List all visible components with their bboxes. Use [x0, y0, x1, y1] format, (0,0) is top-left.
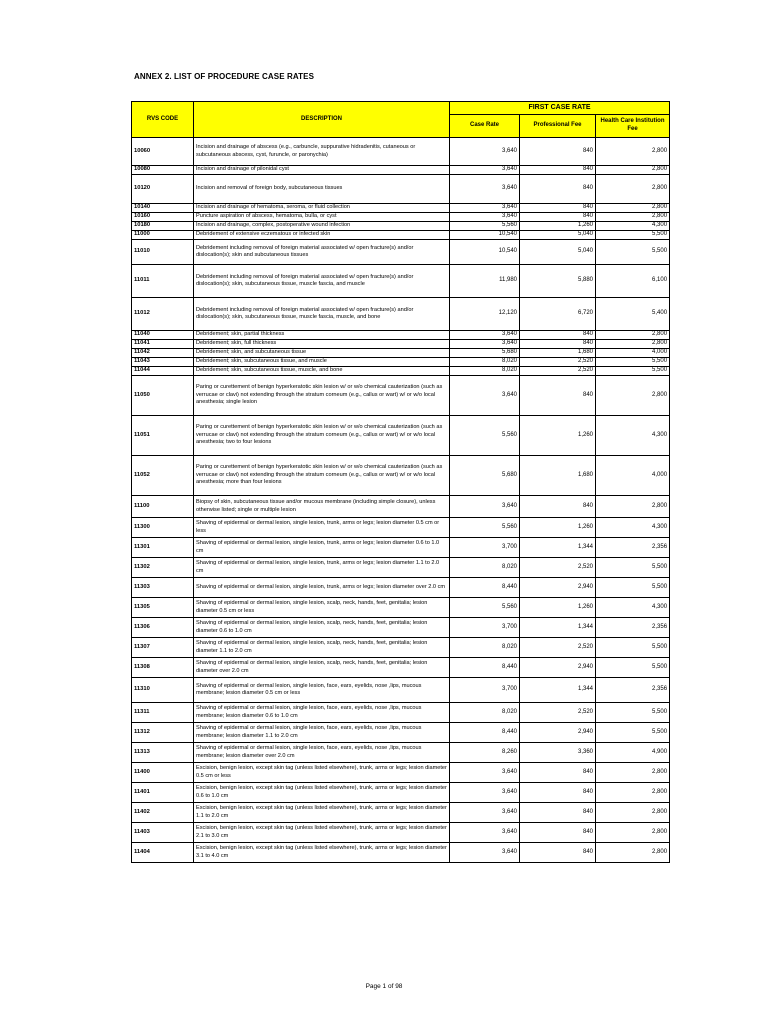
rvs-code-cell: 11040 [132, 331, 194, 340]
professional-fee-cell: 1,260 [520, 222, 596, 231]
case-rate-cell: 5,560 [450, 598, 520, 618]
rvs-code-cell: 11401 [132, 783, 194, 803]
header-description: DESCRIPTION [194, 102, 450, 138]
case-rate-cell: 3,700 [450, 618, 520, 638]
description-cell: Debridement; skin, full thickness [194, 340, 450, 349]
professional-fee-cell: 2,520 [520, 558, 596, 578]
description-cell: Shaving of epidermal or dermal lesion, single lesion, scalp, neck, hands, feet, genitalia; lesion diameter over 2.0 cm [194, 658, 450, 678]
professional-fee-cell: 1,344 [520, 538, 596, 558]
rvs-code-cell: 10140 [132, 204, 194, 213]
professional-fee-cell: 840 [520, 331, 596, 340]
description-cell: Incision and drainage of abscess (e.g., carbuncle, suppurative hidradenitis, cutaneous or subcutaneous abscess, cyst, furuncle, or paronychia) [194, 138, 450, 166]
case-rate-cell: 5,560 [450, 416, 520, 456]
rvs-code-cell: 11100 [132, 496, 194, 518]
professional-fee-cell: 2,520 [520, 358, 596, 367]
description-cell: Puncture aspiration of abscess, hematoma, bulla, or cyst [194, 213, 450, 222]
hci-fee-cell: 4,300 [596, 518, 670, 538]
rvs-code-cell: 11044 [132, 367, 194, 376]
case-rate-cell: 3,640 [450, 496, 520, 518]
description-cell: Paring or curettement of benign hyperkeratotic skin lesion w/ or w/o chemical cauterization (such as verrucae or clavi) not extending through the stratum corneum (e.g., callus or wart) w/ or w/o local anesthesia; two to four lesions [194, 416, 450, 456]
professional-fee-cell: 2,940 [520, 658, 596, 678]
professional-fee-cell: 1,260 [520, 598, 596, 618]
case-rate-cell: 5,560 [450, 222, 520, 231]
description-cell: Biopsy of skin, subcutaneous tissue and/or mucous membrane (including simple closure), unless otherwise listed; single or multiple lesion [194, 496, 450, 518]
case-rate-cell: 3,700 [450, 678, 520, 703]
table-row [132, 803, 670, 823]
professional-fee-cell: 840 [520, 763, 596, 783]
description-cell: Excision, benign lesion, except skin tag (unless listed elsewhere), trunk, arms or legs; lesion diameter 0.6 to 1.0 cm [194, 783, 450, 803]
hci-fee-cell: 2,800 [596, 213, 670, 222]
professional-fee-cell: 840 [520, 783, 596, 803]
table-row [132, 678, 670, 703]
description-cell: Debridement; skin, and subcutaneous tissue [194, 349, 450, 358]
rvs-code-cell: 11306 [132, 618, 194, 638]
table-row [132, 456, 670, 496]
table-row [132, 658, 670, 678]
rvs-code-cell: 11307 [132, 638, 194, 658]
professional-fee-cell: 2,520 [520, 367, 596, 376]
hci-fee-cell: 5,500 [596, 658, 670, 678]
case-rate-cell: 12,120 [450, 298, 520, 331]
description-cell: Debridement of extensive eczematous or infected skin [194, 231, 450, 240]
rvs-code-cell: 10060 [132, 138, 194, 166]
description-cell: Shaving of epidermal or dermal lesion, single lesion, face, ears, eyelids, nose ,lips, mucous membrane; lesion diameter 0.5 cm or less [194, 678, 450, 703]
hci-fee-cell: 5,500 [596, 240, 670, 265]
case-rate-cell: 11,980 [450, 265, 520, 298]
case-rate-cell: 8,440 [450, 658, 520, 678]
rvs-code-cell: 11404 [132, 843, 194, 863]
procedure-case-rates-table [131, 101, 670, 863]
hci-fee-cell: 2,356 [596, 618, 670, 638]
header-first-case-rate: FIRST CASE RATE [450, 102, 670, 115]
header-hci-fee: Health Care Institution Fee [596, 115, 670, 138]
hci-fee-cell: 2,800 [596, 376, 670, 416]
hci-fee-cell: 5,500 [596, 558, 670, 578]
hci-fee-cell: 2,800 [596, 763, 670, 783]
professional-fee-cell: 5,040 [520, 231, 596, 240]
case-rate-cell: 8,020 [450, 558, 520, 578]
description-cell: Incision and drainage of pilonidal cyst [194, 166, 450, 175]
table-row [132, 222, 670, 231]
case-rate-cell: 3,640 [450, 843, 520, 863]
description-cell: Debridement including removal of foreign material associated w/ open fracture(s) and/or dislocation(s); skin, subcutaneous tissue, muscle fascia, muscle, and bone [194, 298, 450, 331]
hci-fee-cell: 5,500 [596, 231, 670, 240]
description-cell: Debridement including removal of foreign material associated w/ open fracture(s) and/or dislocation(s); skin and subcutaneous tissues [194, 240, 450, 265]
hci-fee-cell: 2,800 [596, 823, 670, 843]
table-row [132, 340, 670, 349]
description-cell: Shaving of epidermal or dermal lesion, single lesion, trunk, arms or legs; lesion diameter 1.1 to 2.0 cm [194, 558, 450, 578]
page-number: Page 1 of 98 [365, 983, 403, 990]
table-row [132, 618, 670, 638]
table-row [132, 763, 670, 783]
hci-fee-cell: 5,500 [596, 578, 670, 598]
description-cell: Excision, benign lesion, except skin tag (unless listed elsewhere), trunk, arms or legs; lesion diameter 2.1 to 3.0 cm [194, 823, 450, 843]
hci-fee-cell: 2,356 [596, 538, 670, 558]
description-cell: Shaving of epidermal or dermal lesion, single lesion, trunk, arms or legs; lesion diameter 0.6 to 1.0 cm [194, 538, 450, 558]
hci-fee-cell: 5,400 [596, 298, 670, 331]
table-row [132, 231, 670, 240]
case-rate-cell: 3,640 [450, 331, 520, 340]
table-row [132, 843, 670, 863]
professional-fee-cell: 840 [520, 843, 596, 863]
case-rate-cell: 8,020 [450, 638, 520, 658]
case-rate-cell: 3,640 [450, 175, 520, 204]
case-rate-cell: 3,640 [450, 138, 520, 166]
table-row [132, 265, 670, 298]
professional-fee-cell: 1,680 [520, 456, 596, 496]
rvs-code-cell: 11302 [132, 558, 194, 578]
professional-fee-cell: 5,880 [520, 265, 596, 298]
header-rvs-code: RVS CODE [132, 102, 194, 138]
description-cell: Excision, benign lesion, except skin tag (unless listed elsewhere), trunk, arms or legs; lesion diameter 3.1 to 4.0 cm [194, 843, 450, 863]
table-row [132, 175, 670, 204]
rvs-code-cell: 11052 [132, 456, 194, 496]
table-row [132, 416, 670, 456]
table-row [132, 204, 670, 213]
hci-fee-cell: 5,500 [596, 367, 670, 376]
case-rate-cell: 8,440 [450, 723, 520, 743]
hci-fee-cell: 4,000 [596, 349, 670, 358]
rvs-code-cell: 11402 [132, 803, 194, 823]
case-rate-cell: 8,020 [450, 367, 520, 376]
hci-fee-cell: 2,800 [596, 803, 670, 823]
professional-fee-cell: 2,520 [520, 638, 596, 658]
description-cell: Debridement including removal of foreign material associated w/ open fracture(s) and/or dislocation(s); skin, subcutaneous tissue, muscle fascia, and muscle [194, 265, 450, 298]
table-row [132, 496, 670, 518]
header-case-rate: Case Rate [450, 115, 520, 138]
case-rate-cell: 5,680 [450, 456, 520, 496]
professional-fee-cell: 3,360 [520, 743, 596, 763]
professional-fee-cell: 1,344 [520, 678, 596, 703]
hci-fee-cell: 5,500 [596, 638, 670, 658]
header-professional-fee: Professional Fee [520, 115, 596, 138]
case-rate-cell: 5,560 [450, 518, 520, 538]
hci-fee-cell: 4,300 [596, 222, 670, 231]
table-row [132, 367, 670, 376]
table-row [132, 638, 670, 658]
table-row [132, 723, 670, 743]
professional-fee-cell: 840 [520, 166, 596, 175]
professional-fee-cell: 2,940 [520, 578, 596, 598]
hci-fee-cell: 4,000 [596, 456, 670, 496]
description-cell: Paring or curettement of benign hyperkeratotic skin lesion w/ or w/o chemical cauterization (such as verrucae or clavi) not extending through the stratum corneum (e.g., callus or wart) w/ or w/o local anesthesia; single lesion [194, 376, 450, 416]
rvs-code-cell: 11041 [132, 340, 194, 349]
hci-fee-cell: 2,800 [596, 340, 670, 349]
description-cell: Excision, benign lesion, except skin tag (unless listed elsewhere), trunk, arms or legs; lesion diameter 0.5 cm or less [194, 763, 450, 783]
rvs-code-cell: 11010 [132, 240, 194, 265]
rvs-code-cell: 11400 [132, 763, 194, 783]
case-rate-cell: 3,640 [450, 763, 520, 783]
case-rate-cell: 8,440 [450, 578, 520, 598]
rvs-code-cell: 11301 [132, 538, 194, 558]
description-cell: Shaving of epidermal or dermal lesion, single lesion, trunk, arms or legs; lesion diameter over 2.0 cm [194, 578, 450, 598]
rvs-code-cell: 11311 [132, 703, 194, 723]
table-row [132, 376, 670, 416]
hci-fee-cell: 2,800 [596, 843, 670, 863]
table-row [132, 213, 670, 222]
table-row [132, 349, 670, 358]
hci-fee-cell: 2,800 [596, 783, 670, 803]
description-cell: Shaving of epidermal or dermal lesion, single lesion, face, ears, eyelids, nose ,lips, mucous membrane; lesion diameter over 2.0 cm [194, 743, 450, 763]
case-rate-cell: 10,540 [450, 240, 520, 265]
description-cell: Paring or curettement of benign hyperkeratotic skin lesion w/ or w/o chemical cauterization (such as verrucae or clavi) not extending through the stratum corneum (e.g., callus or wart) w/ or w/o local anesthesia; more than four lesions [194, 456, 450, 496]
professional-fee-cell: 2,520 [520, 703, 596, 723]
rvs-code-cell: 10160 [132, 213, 194, 222]
table-row [132, 823, 670, 843]
table-row [132, 331, 670, 340]
rvs-code-cell: 10180 [132, 222, 194, 231]
rvs-code-cell: 11012 [132, 298, 194, 331]
professional-fee-cell: 840 [520, 213, 596, 222]
rvs-code-cell: 10080 [132, 166, 194, 175]
case-rate-cell: 3,640 [450, 376, 520, 416]
hci-fee-cell: 6,100 [596, 265, 670, 298]
table-row [132, 743, 670, 763]
rvs-code-cell: 11051 [132, 416, 194, 456]
table-row [132, 598, 670, 618]
description-cell: Shaving of epidermal or dermal lesion, single lesion, face, ears, eyelids, nose ,lips, mucous membrane; lesion diameter 0.6 to 1.0 cm [194, 703, 450, 723]
table-row [132, 783, 670, 803]
professional-fee-cell: 1,680 [520, 349, 596, 358]
case-rate-cell: 3,700 [450, 538, 520, 558]
rvs-code-cell: 11403 [132, 823, 194, 843]
professional-fee-cell: 840 [520, 496, 596, 518]
professional-fee-cell: 840 [520, 823, 596, 843]
rvs-code-cell: 11313 [132, 743, 194, 763]
description-cell: Debridement; skin, subcutaneous tissue, muscle, and bone [194, 367, 450, 376]
description-cell: Shaving of epidermal or dermal lesion, single lesion, scalp, neck, hands, feet, genitalia; lesion diameter 1.1 to 2.0 cm [194, 638, 450, 658]
hci-fee-cell: 2,800 [596, 138, 670, 166]
description-cell: Shaving of epidermal or dermal lesion, single lesion, trunk, arms or legs; lesion diameter 0.5 cm or less [194, 518, 450, 538]
rvs-code-cell: 11300 [132, 518, 194, 538]
description-cell: Debridement; skin, partial thickness [194, 331, 450, 340]
hci-fee-cell: 2,800 [596, 204, 670, 213]
rvs-code-cell: 10120 [132, 175, 194, 204]
rvs-code-cell: 11011 [132, 265, 194, 298]
rvs-code-cell: 11050 [132, 376, 194, 416]
description-cell: Incision and removal of foreign body, subcutaneous tissues [194, 175, 450, 204]
professional-fee-cell: 1,260 [520, 518, 596, 538]
hci-fee-cell: 2,800 [596, 175, 670, 204]
case-rate-cell: 3,640 [450, 340, 520, 349]
professional-fee-cell: 840 [520, 803, 596, 823]
case-rate-cell: 8,020 [450, 358, 520, 367]
hci-fee-cell: 2,800 [596, 166, 670, 175]
professional-fee-cell: 2,940 [520, 723, 596, 743]
case-rate-cell: 3,640 [450, 783, 520, 803]
table-row [132, 166, 670, 175]
professional-fee-cell: 840 [520, 204, 596, 213]
professional-fee-cell: 5,040 [520, 240, 596, 265]
table-row [132, 703, 670, 723]
description-cell: Shaving of epidermal or dermal lesion, single lesion, face, ears, eyelids, nose ,lips, mucous membrane; lesion diameter 1.1 to 2.0 cm [194, 723, 450, 743]
hci-fee-cell: 4,900 [596, 743, 670, 763]
case-rate-cell: 3,640 [450, 803, 520, 823]
professional-fee-cell: 840 [520, 175, 596, 204]
hci-fee-cell: 2,800 [596, 496, 670, 518]
professional-fee-cell: 1,344 [520, 618, 596, 638]
table-row [132, 558, 670, 578]
professional-fee-cell: 840 [520, 138, 596, 166]
table-row [132, 358, 670, 367]
table-row [132, 538, 670, 558]
case-rate-cell: 3,640 [450, 213, 520, 222]
case-rate-cell: 8,260 [450, 743, 520, 763]
case-rate-cell: 3,640 [450, 166, 520, 175]
hci-fee-cell: 4,300 [596, 416, 670, 456]
rvs-code-cell: 11310 [132, 678, 194, 703]
rvs-code-cell: 11312 [132, 723, 194, 743]
rvs-code-cell: 11000 [132, 231, 194, 240]
description-cell: Shaving of epidermal or dermal lesion, single lesion, scalp, neck, hands, feet, genitalia; lesion diameter 0.6 to 1.0 cm [194, 618, 450, 638]
case-rate-cell: 10,540 [450, 231, 520, 240]
hci-fee-cell: 5,500 [596, 723, 670, 743]
case-rate-cell: 5,680 [450, 349, 520, 358]
table-row [132, 298, 670, 331]
table-row [132, 240, 670, 265]
hci-fee-cell: 2,356 [596, 678, 670, 703]
professional-fee-cell: 1,260 [520, 416, 596, 456]
rvs-code-cell: 11043 [132, 358, 194, 367]
rvs-code-cell: 11308 [132, 658, 194, 678]
rvs-code-cell: 11303 [132, 578, 194, 598]
case-rate-cell: 8,020 [450, 703, 520, 723]
professional-fee-cell: 840 [520, 340, 596, 349]
rvs-code-cell: 11305 [132, 598, 194, 618]
table-body [132, 138, 670, 863]
hci-fee-cell: 4,300 [596, 598, 670, 618]
table-row [132, 578, 670, 598]
professional-fee-cell: 840 [520, 376, 596, 416]
description-cell: Shaving of epidermal or dermal lesion, single lesion, scalp, neck, hands, feet, genitalia; lesion diameter 0.5 cm or less [194, 598, 450, 618]
case-rate-cell: 3,640 [450, 823, 520, 843]
description-cell: Incision and drainage of hematoma, seroma, or fluid collection [194, 204, 450, 213]
table-row [132, 518, 670, 538]
document-title: ANNEX 2. LIST OF PROCEDURE CASE RATES [134, 72, 315, 81]
professional-fee-cell: 6,720 [520, 298, 596, 331]
hci-fee-cell: 2,800 [596, 331, 670, 340]
description-cell: Debridement; skin, subcutaneous tissue, and muscle [194, 358, 450, 367]
case-rate-cell: 3,640 [450, 204, 520, 213]
description-cell: Excision, benign lesion, except skin tag (unless listed elsewhere), trunk, arms or legs; lesion diameter 1.1 to 2.0 cm [194, 803, 450, 823]
rvs-code-cell: 11042 [132, 349, 194, 358]
hci-fee-cell: 5,500 [596, 703, 670, 723]
hci-fee-cell: 5,500 [596, 358, 670, 367]
table-row [132, 138, 670, 166]
description-cell: Incision and drainage, complex, postoperative wound infection [194, 222, 450, 231]
